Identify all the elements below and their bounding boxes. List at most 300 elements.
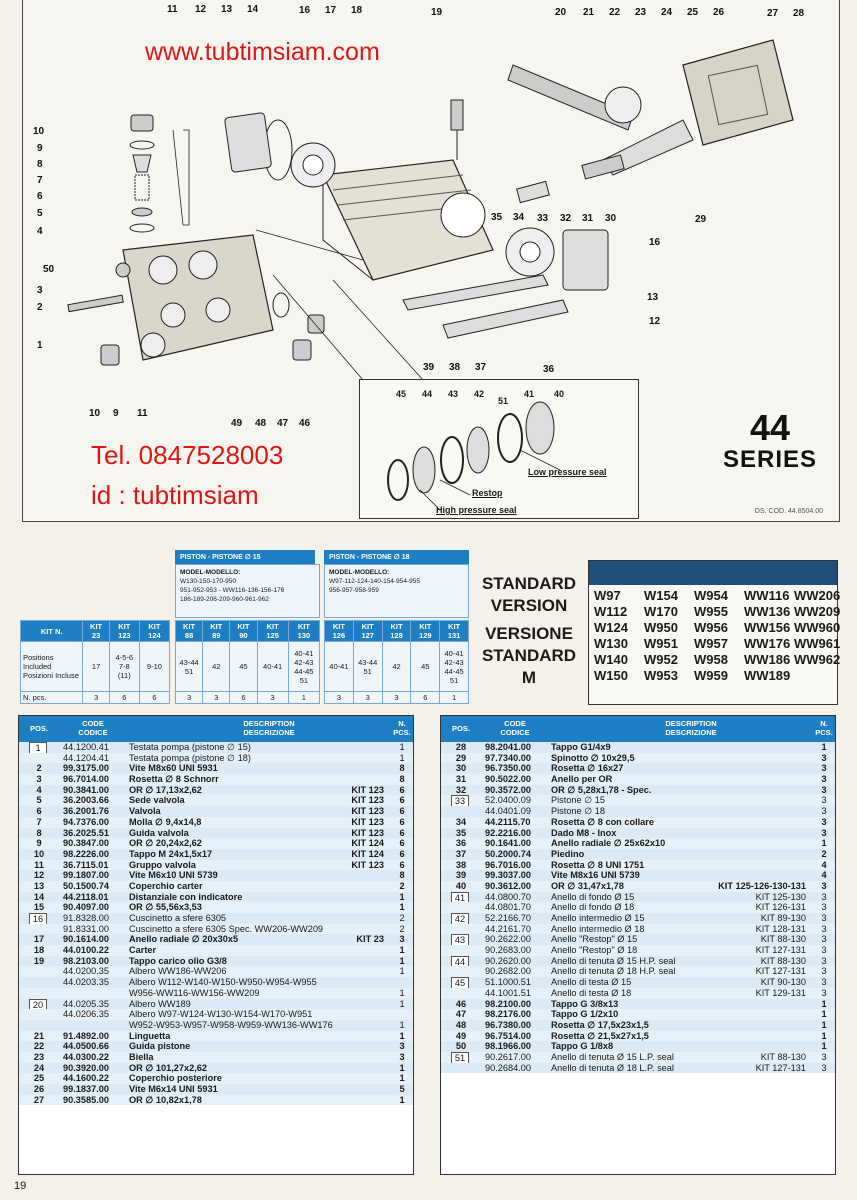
part-pos: 14: [33, 891, 45, 902]
part-pcs: 1: [399, 1030, 405, 1041]
part-row: [441, 785, 835, 796]
callout: 42: [474, 389, 485, 399]
part-pcs: 1: [399, 902, 405, 913]
part-code: 98.2226.00: [63, 848, 109, 859]
part-row: [441, 966, 835, 977]
part-code: 44.1200.41: [63, 742, 109, 752]
part-pcs: 1: [399, 945, 405, 956]
part-description: OR ∅ 101,27x2,62: [129, 1062, 207, 1073]
part-pcs: 1: [821, 838, 827, 849]
part-description: Sede valvola: [129, 795, 185, 806]
header-pcs: N. PCS.: [393, 719, 411, 737]
callout: 10: [33, 126, 45, 137]
part-row: [19, 1073, 413, 1084]
piston18-title: PISTON - PISTONE ∅ 18: [324, 550, 469, 564]
piston15-models: W130-150-170-950 951-952-953 - WW116-136-156-176 186-189-206-209-960-961-962: [180, 578, 285, 603]
part-pos: 31: [455, 774, 467, 785]
piston18-models-box: [324, 564, 469, 618]
part-pcs: 3: [399, 934, 405, 945]
piston18-kit-table: [324, 620, 469, 704]
model-code: W959: [694, 668, 728, 683]
part-code: 44.1600.22: [63, 1073, 109, 1084]
part-code: 44.0500.66: [63, 1041, 109, 1052]
part-pos: 44: [451, 956, 469, 969]
model-code: [794, 668, 839, 683]
part-pos: 50: [455, 1041, 467, 1052]
standard-line: STANDARD: [481, 646, 577, 665]
part-description: Anello "Restop" Ø 15: [551, 934, 638, 945]
part-kit: KIT 88-130: [760, 955, 806, 966]
part-pos: 10: [33, 848, 45, 859]
part-description: Anello di tenuta Ø 15 H.P. seal: [551, 955, 676, 966]
part-row: [441, 838, 835, 849]
part-description: Vite M6x14 UNI 5931: [129, 1084, 218, 1094]
part-description: Cuscinetto a sfere 6305 Spec. WW206-WW209: [129, 923, 324, 934]
part-row: [19, 1052, 413, 1063]
part-pos: 32: [455, 784, 467, 795]
part-pcs: 3: [821, 827, 827, 838]
callout: 2: [37, 302, 43, 313]
part-description: Valvola: [129, 806, 161, 817]
part-row: [19, 1063, 413, 1074]
part-pos: 4: [36, 784, 42, 795]
header-code: CODE CODICE: [500, 719, 530, 737]
part-description: Anello di fondo Ø 15: [551, 891, 635, 902]
part-code: 96.7350.00: [485, 763, 531, 774]
part-code: 96.7514.00: [485, 1030, 531, 1041]
callout: 27: [767, 8, 779, 19]
part-kit: KIT 127-131: [755, 945, 806, 956]
part-pcs: 8: [399, 774, 405, 785]
part-kit: KIT 124: [351, 838, 384, 849]
kit-position-cell: 45: [230, 642, 257, 692]
part-pcs: 3: [821, 913, 827, 923]
part-code: 90.2684.00: [485, 1062, 531, 1073]
part-code: 44.2161.70: [485, 923, 531, 934]
kit-position-cell: 9-10: [139, 642, 169, 692]
part-row: [441, 934, 835, 945]
part-row: [441, 1063, 835, 1074]
standard-version-heading: [478, 573, 580, 689]
part-pcs: 1: [399, 742, 405, 752]
part-row: [19, 838, 413, 849]
part-description: Albero WW189: [129, 998, 191, 1009]
part-code: 90.5022.00: [485, 774, 531, 785]
part-pcs: 3: [821, 934, 827, 945]
part-pos: 42: [451, 913, 469, 926]
part-code: 90.4097.00: [63, 902, 109, 913]
model-code: W953: [644, 668, 678, 683]
parts-rows: [19, 742, 413, 1105]
parts-list-left: [18, 715, 414, 1175]
callout: 28: [793, 8, 805, 19]
part-description: Albero WW186-WW206: [129, 966, 227, 977]
part-row: [19, 763, 413, 774]
callout: 11: [137, 408, 148, 419]
document-code: DS. COD. 44.8504.00: [754, 508, 823, 515]
series-number: 44: [749, 407, 790, 448]
part-row: [19, 913, 413, 924]
part-pcs: 5: [399, 1084, 405, 1094]
part-row: [441, 742, 835, 753]
kit-npcs-cell: 3: [257, 692, 288, 704]
part-pcs: 6: [399, 806, 405, 817]
part-description: Albero W112-W140-W150-W950-W954-W955: [129, 977, 317, 988]
callout: 4: [37, 226, 43, 237]
part-description: Vite M8x16 UNI 5739: [551, 870, 640, 881]
part-code: 51.1000.51: [485, 977, 531, 988]
kit-header-cell: KIT 123: [109, 621, 139, 642]
part-pos: 34: [455, 816, 467, 827]
callout: 48: [255, 418, 267, 429]
part-description: Rosetta ∅ 16x27: [551, 763, 624, 774]
part-row: [19, 881, 413, 892]
part-kit: KIT 129-131: [755, 987, 806, 998]
model-code: WW206: [794, 588, 841, 603]
kit-header-cell: KIT 23: [83, 621, 109, 642]
part-description: Anello di tenuta Ø 15 L.P. seal: [551, 1051, 674, 1062]
part-pcs: 3: [821, 880, 827, 891]
kit-header-cell: KIT 129: [411, 621, 440, 642]
part-row: [19, 742, 413, 753]
part-pos: 28: [455, 742, 467, 752]
part-kit: KIT 123: [351, 784, 384, 795]
part-pos: 23: [33, 1051, 45, 1062]
part-pcs: 2: [399, 923, 405, 934]
part-row: [441, 924, 835, 935]
part-row: [19, 1095, 413, 1106]
header-pos: POS.: [30, 724, 48, 733]
part-row: [19, 1041, 413, 1052]
model-code: W952: [644, 652, 678, 667]
kit-npcs-cell: 3: [203, 692, 230, 704]
part-code: 52.0400.09: [485, 795, 531, 806]
part-row: [19, 945, 413, 956]
part-kit: KIT 127-131: [755, 966, 806, 977]
models-header-bar: [589, 561, 837, 585]
part-pcs: 3: [821, 806, 827, 817]
part-pos: 1: [29, 742, 47, 755]
part-pos: 39: [455, 870, 467, 881]
part-row: [441, 913, 835, 924]
part-description: Rosetta ∅ 21,5x27x1,5: [551, 1030, 649, 1041]
part-code: 44.2118.01: [63, 891, 109, 902]
part-description: Distanziale con indicatore: [129, 891, 243, 902]
model-code: W154: [644, 588, 678, 603]
part-pcs: 3: [821, 795, 827, 806]
part-row: [441, 881, 835, 892]
part-row: [441, 753, 835, 764]
part-code: 96.7016.00: [485, 859, 531, 870]
part-code: 99.3037.00: [485, 870, 531, 881]
part-pos: 17: [33, 934, 45, 945]
part-description: Molla ∅ 9,4x14,8: [129, 816, 202, 827]
part-code: 50.1500.74: [63, 880, 109, 891]
callout: 34: [513, 212, 525, 223]
kit-header-cell: KIT 88: [176, 621, 203, 642]
kit-header-cell: KIT 130: [288, 621, 319, 642]
part-pos: 7: [36, 816, 42, 827]
part-pos: 41: [451, 892, 469, 905]
seal-inset: [359, 379, 639, 519]
part-pcs: 1: [821, 998, 827, 1009]
part-pcs: 2: [399, 913, 405, 923]
callout: 18: [351, 5, 363, 16]
part-pcs: 1: [821, 1009, 827, 1020]
part-pos: 45: [451, 977, 469, 990]
part-pos: 18: [33, 945, 45, 956]
part-code: 97.7340.00: [485, 752, 531, 763]
part-description: Carter: [129, 945, 157, 956]
piston15-models-box: [175, 564, 320, 618]
part-row: [19, 828, 413, 839]
part-row: [441, 1020, 835, 1031]
part-kit: KIT 126-131: [755, 902, 806, 913]
part-description: Cuscinetto a sfere 6305: [129, 913, 227, 923]
callout: 43: [448, 389, 459, 399]
callout: 17: [325, 5, 337, 16]
part-code: 90.3612.00: [485, 880, 531, 891]
kit-position-cell: 17: [83, 642, 109, 692]
part-pos: 9: [36, 838, 42, 849]
part-description: Testata pompa (pistone ∅ 18): [129, 752, 251, 763]
part-kit: KIT 127-131: [755, 1062, 806, 1073]
callout: 39: [423, 362, 435, 373]
model-code: WW962: [794, 652, 841, 667]
part-pcs: 3: [821, 955, 827, 966]
part-code: 98.2176.00: [485, 1009, 531, 1020]
part-code: 44.1204.41: [63, 752, 109, 763]
part-pos: 15: [33, 902, 45, 913]
part-code: 92.2216.00: [485, 827, 531, 838]
standard-line: VERSION: [490, 596, 568, 615]
part-pos: 5: [36, 795, 42, 806]
part-description: Pistone ∅ 15: [551, 795, 605, 806]
callout: 33: [537, 213, 549, 224]
models-box: [588, 560, 841, 705]
callout: 26: [713, 7, 725, 18]
callout: 21: [583, 7, 595, 18]
kit-header-cell: KIT 125: [257, 621, 288, 642]
part-description: OR ∅ 10,82x1,78: [129, 1094, 202, 1105]
standard-line: VERSIONE: [485, 624, 573, 643]
posizioni-label: Posizioni Incluse: [23, 671, 79, 680]
part-description: Anello di fondo Ø 18: [551, 902, 635, 913]
model-code: W957: [694, 636, 728, 651]
part-description: Tappo carico olio G3/8: [129, 955, 227, 966]
part-pcs: 6: [399, 848, 405, 859]
model-code: WW960: [794, 620, 841, 635]
part-description: Anello "Restop" Ø 18: [551, 945, 638, 956]
header-desc: DESCRIPTION DESCRIZIONE: [665, 719, 717, 737]
part-description: Tappo G 1/8x8: [551, 1041, 614, 1052]
part-code: 44.0800.70: [485, 891, 531, 902]
positions-label: Positions Included: [23, 653, 54, 671]
part-pcs: 1: [399, 998, 405, 1009]
part-row: [19, 785, 413, 796]
restop-label: Restop: [472, 488, 503, 498]
kit-npcs-cell: 3: [382, 692, 411, 704]
part-pos: 37: [455, 848, 467, 859]
part-pos: 43: [451, 934, 469, 947]
part-row: [441, 956, 835, 967]
kit-header-cell: KIT 127: [353, 621, 382, 642]
part-pcs: 2: [399, 880, 405, 891]
models-grid: [589, 585, 841, 686]
part-row: [441, 763, 835, 774]
callout: 46: [299, 418, 311, 429]
part-kit: KIT 123: [351, 859, 384, 870]
part-kit: KIT 123: [351, 816, 384, 827]
model-code: WW961: [794, 636, 841, 651]
part-pcs: 4: [821, 870, 827, 881]
part-pcs: 6: [399, 859, 405, 870]
callout: 51: [498, 396, 509, 406]
part-code: 52.2166.70: [485, 913, 531, 923]
part-kit: KIT 125-130: [755, 891, 806, 902]
part-description: Coperchio carter: [129, 880, 203, 891]
part-pcs: 1: [821, 1041, 827, 1052]
part-row: [19, 753, 413, 764]
part-description: Anello intermedio Ø 18: [551, 923, 645, 934]
model-code: W951: [644, 636, 678, 651]
kit-npcs-cell: 1: [440, 692, 469, 704]
part-code: 44.0300.22: [63, 1051, 109, 1062]
part-description: Guida pistone: [129, 1041, 191, 1052]
part-code: 91.4892.00: [63, 1030, 109, 1041]
part-code: 90.3585.00: [63, 1094, 109, 1105]
kit-header-cell: KIT 126: [325, 621, 354, 642]
part-pos: 38: [455, 859, 467, 870]
part-description: OR ∅ 5,28x1,78 - Spec.: [551, 784, 652, 795]
part-pos: 46: [455, 998, 467, 1009]
part-pcs: 1: [399, 891, 405, 902]
piston18-models: W97-112-124-140-154-954-955 956-957-958-959: [329, 578, 420, 594]
part-pcs: 3: [821, 902, 827, 913]
part-pcs: 3: [821, 1062, 827, 1073]
part-pcs: 1: [399, 966, 405, 977]
part-description: Gruppo valvola: [129, 859, 196, 870]
piston15-title: PISTON - PISTONE ∅ 15: [175, 550, 315, 564]
part-pcs: 3: [821, 977, 827, 988]
part-code: 44.2115.70: [485, 816, 531, 827]
callout: 7: [37, 175, 43, 186]
part-pcs: 1: [399, 1073, 405, 1084]
part-code: 50.2000.74: [485, 848, 531, 859]
part-pcs: 1: [399, 1019, 405, 1030]
standard-line: M: [521, 668, 537, 687]
part-code: 90.2682.00: [485, 966, 531, 977]
series-badge: [722, 407, 817, 474]
part-pos: 29: [455, 752, 467, 763]
callout: 1: [37, 340, 43, 351]
part-description: Coperchio posteriore: [129, 1073, 222, 1084]
website-url: www.tubtimsiam.com: [145, 38, 380, 66]
part-description: OR ∅ 20,24x2,62: [129, 838, 202, 849]
kit-npcs-cell: 3: [176, 692, 203, 704]
part-description: Anello intermedio Ø 15: [551, 913, 645, 923]
model-code: WW209: [794, 604, 841, 619]
part-row: [19, 956, 413, 967]
part-pcs: 1: [399, 1094, 405, 1105]
part-row: [19, 774, 413, 785]
part-pos: 22: [33, 1041, 45, 1052]
part-description: Testata pompa (pistone ∅ 15): [129, 742, 251, 752]
part-row: [19, 892, 413, 903]
npcs-label: N. pcs.: [21, 692, 83, 704]
part-pos: 13: [33, 880, 45, 891]
part-pos: 3: [36, 774, 42, 785]
part-row: [19, 860, 413, 871]
parts-rows: [441, 742, 835, 1073]
part-code: 44.1001.51: [485, 987, 531, 998]
header-desc: DESCRIPTION DESCRIZIONE: [243, 719, 295, 737]
callout: 29: [695, 214, 707, 225]
kit-position-cell: 42: [382, 642, 411, 692]
part-pcs: 1: [399, 752, 405, 763]
callout: 5: [37, 208, 43, 219]
header-pcs: N. PCS.: [815, 719, 833, 737]
header-pos: POS.: [452, 724, 470, 733]
part-pos: 49: [455, 1030, 467, 1041]
part-row: [19, 849, 413, 860]
part-pcs: 1: [821, 1030, 827, 1041]
part-kit: KIT 89-130: [760, 913, 806, 923]
callout: 8: [37, 159, 43, 170]
part-description: Rosetta ∅ 17,5x23x1,5: [551, 1019, 649, 1030]
part-description: OR ∅ 55,56x3,53: [129, 902, 202, 913]
part-kit: KIT 124: [351, 848, 384, 859]
part-pos: 33: [451, 795, 469, 808]
kit-npcs-cell: 6: [139, 692, 169, 704]
part-code: 90.3841.00: [63, 784, 109, 795]
model-code: WW116: [744, 588, 790, 603]
callout: 23: [635, 7, 647, 18]
callout: 45: [396, 389, 407, 399]
part-description: Anello radiale ∅ 20x30x5: [129, 934, 239, 945]
part-code: 44.0801.70: [485, 902, 531, 913]
model-code: WW156: [744, 620, 791, 635]
part-code: 90.3920.00: [63, 1062, 109, 1073]
part-kit: KIT 90-130: [760, 977, 806, 988]
part-description: Vite M6x10 UNI 5739: [129, 870, 218, 881]
kit-position-cell: 40-41 42-43 44-45 51: [288, 642, 319, 692]
part-code: 44.0203.35: [63, 977, 109, 988]
part-code: 98.2103.00: [63, 955, 109, 966]
piston18-model-label: MODEL-MODELLO:: [329, 569, 390, 576]
part-row: [441, 849, 835, 860]
kit-npcs-cell: 6: [230, 692, 257, 704]
part-row: [19, 924, 413, 935]
part-pcs: 3: [821, 816, 827, 827]
callout: 12: [195, 4, 207, 15]
part-pcs: 3: [821, 987, 827, 998]
part-pcs: 6: [399, 784, 405, 795]
part-code: 36.2003.66: [63, 795, 109, 806]
part-pos: 24: [33, 1062, 45, 1073]
part-description: Tappo M 24x1,5x17: [129, 848, 213, 859]
callout: 13: [221, 4, 233, 15]
part-description: Tappo G 3/8x13: [551, 998, 619, 1009]
part-row: [19, 1084, 413, 1095]
kit-header-cell: KIT 128: [382, 621, 411, 642]
part-pos: 12: [33, 870, 45, 881]
part-description: Spinotto ∅ 10x29,5: [551, 752, 635, 763]
piston15-kit-table: [175, 620, 320, 704]
kit-header-cell: KIT 131: [440, 621, 469, 642]
part-pcs: 1: [821, 742, 827, 752]
part-pcs: 3: [821, 763, 827, 774]
